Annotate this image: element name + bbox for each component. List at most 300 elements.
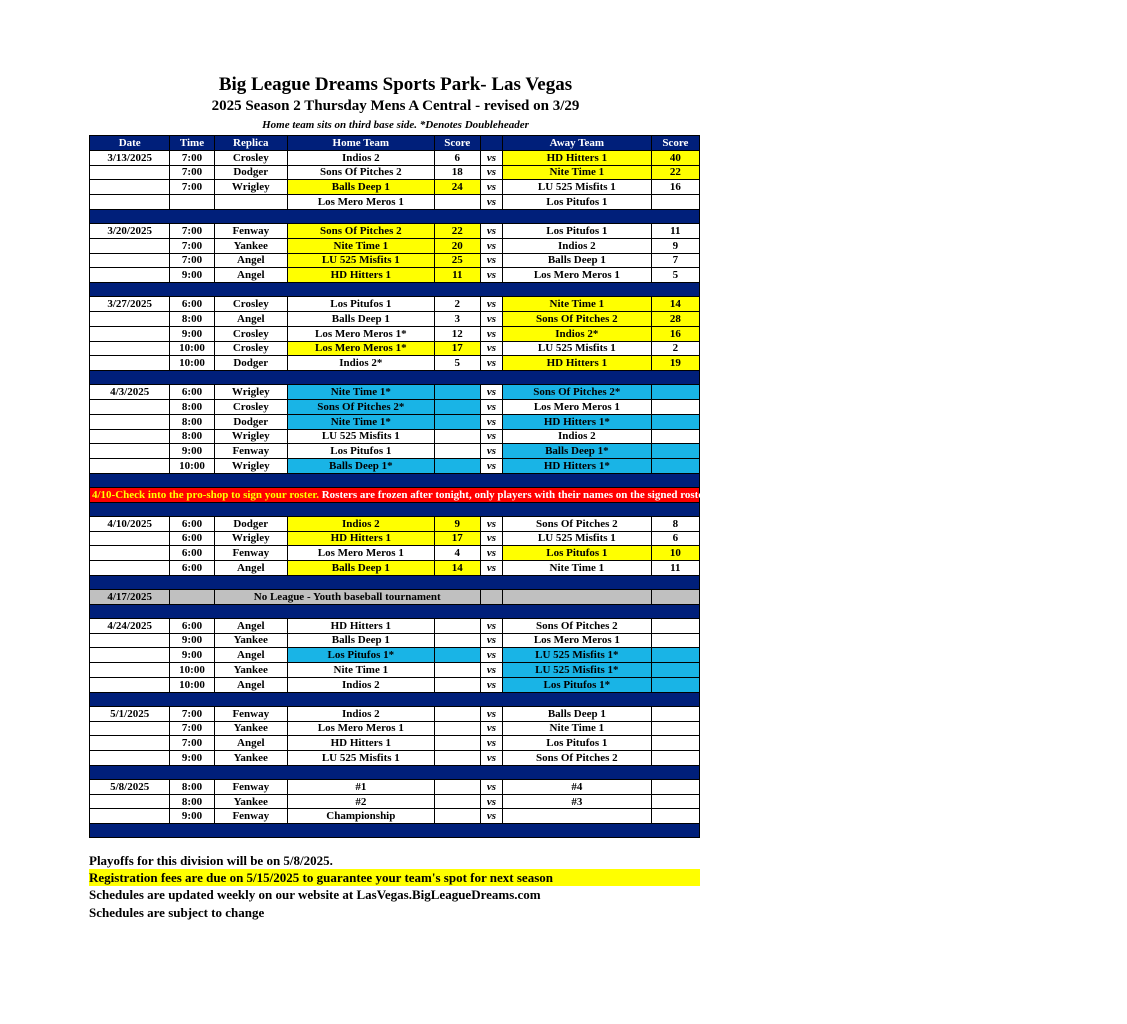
week-separator — [90, 283, 700, 297]
website-note: Schedules are updated weekly on our website at LasVegas.BigLeagueDreams.com — [89, 887, 541, 902]
home-team: #1 — [287, 779, 434, 794]
home-team: Indios 2 — [287, 677, 434, 692]
home-score: 2 — [434, 297, 480, 312]
game-date — [90, 268, 170, 283]
game-date — [90, 341, 170, 356]
home-score: 22 — [434, 223, 480, 238]
away-score: 11 — [651, 561, 699, 576]
game-time — [170, 589, 214, 604]
week-separator — [90, 765, 700, 779]
away-score: 5 — [651, 268, 699, 283]
away-score — [651, 648, 699, 663]
game-date: 3/27/2025 — [90, 297, 170, 312]
away-score — [651, 429, 699, 444]
away-team: Los Pitufos 1 — [502, 195, 651, 210]
roster-alert-row — [90, 487, 700, 502]
game-date: 3/13/2025 — [90, 150, 170, 165]
game-replica: Angel — [214, 311, 287, 326]
home-score: 12 — [434, 326, 480, 341]
game-time: 9:00 — [170, 326, 214, 341]
vs-cell: vs — [480, 356, 502, 371]
separator-bar — [90, 575, 700, 589]
home-team: Sons Of Pitches 2* — [287, 399, 434, 414]
game-date — [90, 736, 170, 751]
game-date — [90, 546, 170, 561]
home-team: Los Mero Meros 1* — [287, 326, 434, 341]
table-row — [90, 180, 700, 195]
away-team — [502, 589, 651, 604]
home-team: HD Hitters 1 — [287, 531, 434, 546]
home-score — [434, 706, 480, 721]
game-date — [90, 751, 170, 766]
game-replica: Yankee — [214, 238, 287, 253]
away-team: HD Hitters 1* — [502, 459, 651, 474]
table-row — [90, 779, 700, 794]
table-row — [90, 414, 700, 429]
table-row — [90, 429, 700, 444]
home-score: 5 — [434, 356, 480, 371]
home-score: 25 — [434, 253, 480, 268]
separator-bar — [90, 824, 700, 838]
home-score — [434, 195, 480, 210]
home-team: Balls Deep 1 — [287, 561, 434, 576]
game-date — [90, 721, 170, 736]
table-row — [90, 297, 700, 312]
game-date — [90, 794, 170, 809]
home-team: Los Mero Meros 1 — [287, 195, 434, 210]
vs-cell: vs — [480, 633, 502, 648]
home-team: Los Pitufos 1 — [287, 297, 434, 312]
week-separator — [90, 604, 700, 618]
vs-cell: vs — [480, 268, 502, 283]
away-score: 19 — [651, 356, 699, 371]
game-time: 6:00 — [170, 297, 214, 312]
home-team: #2 — [287, 794, 434, 809]
game-replica: Fenway — [214, 809, 287, 824]
away-score: 8 — [651, 516, 699, 531]
away-team: Indios 2 — [502, 429, 651, 444]
table-row — [90, 444, 700, 459]
game-time: 7:00 — [170, 721, 214, 736]
game-time: 8:00 — [170, 414, 214, 429]
separator-bar — [90, 283, 700, 297]
away-score: 16 — [651, 180, 699, 195]
vs-cell: vs — [480, 751, 502, 766]
game-replica: Angel — [214, 618, 287, 633]
vs-cell: vs — [480, 414, 502, 429]
table-row — [90, 341, 700, 356]
home-team: LU 525 Misfits 1 — [287, 751, 434, 766]
game-time — [170, 195, 214, 210]
vs-cell: vs — [480, 429, 502, 444]
table-row — [90, 794, 700, 809]
away-score — [651, 706, 699, 721]
away-score — [651, 444, 699, 459]
separator-bar — [90, 502, 700, 516]
away-team: LU 525 Misfits 1 — [502, 180, 651, 195]
separator-bar — [90, 692, 700, 706]
game-date — [90, 356, 170, 371]
game-date: 4/24/2025 — [90, 618, 170, 633]
alert-highlight: Check into the pro-shop to sign your roster. — [115, 488, 319, 501]
away-team: Los Pitufos 1 — [502, 223, 651, 238]
away-score — [651, 663, 699, 678]
separator-bar — [90, 473, 700, 487]
home-score — [434, 751, 480, 766]
away-team: Nite Time 1 — [502, 297, 651, 312]
game-replica: Dodger — [214, 165, 287, 180]
vs-cell: vs — [480, 648, 502, 663]
home-score — [434, 618, 480, 633]
game-replica: Yankee — [214, 751, 287, 766]
game-time: 8:00 — [170, 429, 214, 444]
game-time: 7:00 — [170, 253, 214, 268]
separator-bar — [90, 765, 700, 779]
game-time: 9:00 — [170, 648, 214, 663]
away-team: Los Pitufos 1 — [502, 546, 651, 561]
vs-cell: vs — [480, 238, 502, 253]
header-vs — [480, 136, 502, 151]
away-score — [651, 736, 699, 751]
header-away-team: Away Team — [502, 136, 651, 151]
vs-cell: vs — [480, 180, 502, 195]
vs-cell: vs — [480, 297, 502, 312]
table-row — [90, 648, 700, 663]
table-row — [90, 165, 700, 180]
home-score — [434, 633, 480, 648]
away-team: LU 525 Misfits 1 — [502, 341, 651, 356]
game-time: 10:00 — [170, 356, 214, 371]
vs-cell: vs — [480, 546, 502, 561]
home-team: Balls Deep 1 — [287, 180, 434, 195]
separator-bar — [90, 604, 700, 618]
home-team: Nite Time 1* — [287, 385, 434, 400]
game-replica: Yankee — [214, 633, 287, 648]
home-score — [434, 399, 480, 414]
table-row — [90, 459, 700, 474]
vs-cell: vs — [480, 779, 502, 794]
game-replica: Angel — [214, 268, 287, 283]
game-time: 6:00 — [170, 561, 214, 576]
away-team: Balls Deep 1* — [502, 444, 651, 459]
table-row — [90, 546, 700, 561]
away-score — [651, 195, 699, 210]
no-league-row — [90, 589, 700, 604]
away-team: Los Mero Meros 1 — [502, 399, 651, 414]
vs-cell — [480, 589, 502, 604]
game-time: 10:00 — [170, 341, 214, 356]
game-replica: Wrigley — [214, 531, 287, 546]
vs-cell: vs — [480, 195, 502, 210]
home-team: LU 525 Misfits 1 — [287, 253, 434, 268]
away-team: Nite Time 1 — [502, 561, 651, 576]
table-row — [90, 736, 700, 751]
vs-cell: vs — [480, 223, 502, 238]
game-replica: Crosley — [214, 341, 287, 356]
away-team: #4 — [502, 779, 651, 794]
home-team: HD Hitters 1 — [287, 268, 434, 283]
game-replica: Fenway — [214, 546, 287, 561]
home-score: 20 — [434, 238, 480, 253]
game-time: 9:00 — [170, 809, 214, 824]
away-team: Sons Of Pitches 2 — [502, 516, 651, 531]
home-score: 24 — [434, 180, 480, 195]
game-time: 6:00 — [170, 531, 214, 546]
game-time: 8:00 — [170, 399, 214, 414]
table-row — [90, 195, 700, 210]
away-score: 22 — [651, 165, 699, 180]
home-score — [434, 809, 480, 824]
away-score — [651, 721, 699, 736]
away-score: 16 — [651, 326, 699, 341]
game-replica: Yankee — [214, 721, 287, 736]
game-date: 4/10/2025 — [90, 516, 170, 531]
home-team: Balls Deep 1 — [287, 633, 434, 648]
table-row — [90, 618, 700, 633]
game-time: 6:00 — [170, 546, 214, 561]
home-team: HD Hitters 1 — [287, 736, 434, 751]
home-score: 4 — [434, 546, 480, 561]
game-date — [90, 399, 170, 414]
away-team: HD Hitters 1 — [502, 356, 651, 371]
game-date: 4/3/2025 — [90, 385, 170, 400]
game-replica: Crosley — [214, 399, 287, 414]
game-date — [90, 429, 170, 444]
game-replica: Dodger — [214, 516, 287, 531]
week-separator — [90, 824, 700, 838]
game-date — [90, 809, 170, 824]
home-team: Nite Time 1 — [287, 663, 434, 678]
table-row — [90, 399, 700, 414]
game-replica: Wrigley — [214, 459, 287, 474]
game-replica: Crosley — [214, 297, 287, 312]
game-replica: Angel — [214, 648, 287, 663]
game-replica: Fenway — [214, 706, 287, 721]
home-score — [434, 459, 480, 474]
away-team: Nite Time 1 — [502, 721, 651, 736]
away-score: 7 — [651, 253, 699, 268]
header-time: Time — [170, 136, 214, 151]
home-score — [434, 648, 480, 663]
away-team: LU 525 Misfits 1* — [502, 663, 651, 678]
away-team: Sons Of Pitches 2* — [502, 385, 651, 400]
vs-cell: vs — [480, 253, 502, 268]
page-subtitle: 2025 Season 2 Thursday Mens A Central - revised on 3/29 — [211, 98, 580, 114]
away-team: Los Pitufos 1 — [502, 736, 651, 751]
home-team-note: Home team sits on third base side. *Denotes Doubleheader — [262, 119, 529, 131]
home-team: Nite Time 1* — [287, 414, 434, 429]
game-replica: Yankee — [214, 794, 287, 809]
table-row — [90, 253, 700, 268]
home-score: 9 — [434, 516, 480, 531]
game-time: 7:00 — [170, 150, 214, 165]
game-time: 7:00 — [170, 238, 214, 253]
home-score: 17 — [434, 531, 480, 546]
home-team: Indios 2* — [287, 356, 434, 371]
away-score — [651, 633, 699, 648]
game-date — [90, 444, 170, 459]
game-time: 9:00 — [170, 751, 214, 766]
game-time: 10:00 — [170, 663, 214, 678]
home-team: Sons Of Pitches 2 — [287, 165, 434, 180]
game-time: 6:00 — [170, 618, 214, 633]
game-time: 6:00 — [170, 385, 214, 400]
away-score — [651, 414, 699, 429]
game-time: 7:00 — [170, 706, 214, 721]
away-score: 9 — [651, 238, 699, 253]
away-team: Indios 2* — [502, 326, 651, 341]
home-team: Los Mero Meros 1 — [287, 546, 434, 561]
registration-note: Registration fees are due on 5/15/2025 to guarantee your team's spot for next season — [89, 869, 700, 886]
week-separator — [90, 692, 700, 706]
game-replica: Angel — [214, 253, 287, 268]
away-score: 14 — [651, 297, 699, 312]
game-time: 7:00 — [170, 165, 214, 180]
game-replica: Wrigley — [214, 180, 287, 195]
vs-cell: vs — [480, 516, 502, 531]
game-replica: Fenway — [214, 779, 287, 794]
game-date — [90, 253, 170, 268]
away-score: 11 — [651, 223, 699, 238]
vs-cell: vs — [480, 311, 502, 326]
table-row — [90, 531, 700, 546]
table-row — [90, 238, 700, 253]
away-team: Balls Deep 1 — [502, 253, 651, 268]
home-score — [434, 429, 480, 444]
vs-cell: vs — [480, 663, 502, 678]
home-team: Balls Deep 1 — [287, 311, 434, 326]
away-score — [651, 618, 699, 633]
away-score — [651, 794, 699, 809]
home-score: 3 — [434, 311, 480, 326]
game-time: 10:00 — [170, 459, 214, 474]
away-score — [651, 677, 699, 692]
vs-cell: vs — [480, 444, 502, 459]
game-date — [90, 663, 170, 678]
game-time: 6:00 — [170, 516, 214, 531]
table-row — [90, 223, 700, 238]
vs-cell: vs — [480, 399, 502, 414]
home-team: Sons Of Pitches 2 — [287, 223, 434, 238]
home-team: Balls Deep 1* — [287, 459, 434, 474]
game-replica: Dodger — [214, 414, 287, 429]
away-score — [651, 809, 699, 824]
playoffs-note: Playoffs for this division will be on 5/8/2025. — [89, 853, 333, 868]
game-replica: Fenway — [214, 223, 287, 238]
away-team: HD Hitters 1* — [502, 414, 651, 429]
vs-cell: vs — [480, 794, 502, 809]
game-time: 8:00 — [170, 794, 214, 809]
home-team: Indios 2 — [287, 516, 434, 531]
game-time: 10:00 — [170, 677, 214, 692]
game-time: 8:00 — [170, 779, 214, 794]
game-replica: Angel — [214, 561, 287, 576]
home-team: Los Mero Meros 1* — [287, 341, 434, 356]
away-team: HD Hitters 1 — [502, 150, 651, 165]
table-row — [90, 751, 700, 766]
table-row — [90, 385, 700, 400]
game-time: 9:00 — [170, 444, 214, 459]
away-team: #3 — [502, 794, 651, 809]
away-team: Sons Of Pitches 2 — [502, 618, 651, 633]
game-date — [90, 531, 170, 546]
away-score — [651, 751, 699, 766]
header-date: Date — [90, 136, 170, 151]
game-replica: Yankee — [214, 663, 287, 678]
away-team — [502, 809, 651, 824]
vs-cell: vs — [480, 736, 502, 751]
table-row — [90, 268, 700, 283]
game-replica: Dodger — [214, 356, 287, 371]
home-score — [434, 414, 480, 429]
away-score — [651, 459, 699, 474]
vs-cell: vs — [480, 150, 502, 165]
vs-cell: vs — [480, 165, 502, 180]
roster-alert — [90, 487, 1127, 502]
alert-text: Rosters are frozen after tonight, only players with their names on the signed roster are eligible for playoffs. Please check carefully as changes will not be made for omissions. — [318, 488, 1127, 501]
away-team: Sons Of Pitches 2 — [502, 751, 651, 766]
away-team: Los Pitufos 1* — [502, 677, 651, 692]
table-row — [90, 633, 700, 648]
game-replica: Wrigley — [214, 429, 287, 444]
vs-cell: vs — [480, 459, 502, 474]
game-date — [90, 311, 170, 326]
home-team: Indios 2 — [287, 150, 434, 165]
away-team: Nite Time 1 — [502, 165, 651, 180]
home-score — [434, 721, 480, 736]
table-row — [90, 721, 700, 736]
week-separator — [90, 473, 700, 487]
game-date — [90, 195, 170, 210]
vs-cell: vs — [480, 561, 502, 576]
home-score — [434, 663, 480, 678]
game-time: 7:00 — [170, 736, 214, 751]
week-separator — [90, 209, 700, 223]
no-league-text: No League - Youth baseball tournament — [214, 589, 480, 604]
game-date — [90, 238, 170, 253]
game-replica: Crosley — [214, 326, 287, 341]
away-team: Balls Deep 1 — [502, 706, 651, 721]
home-score — [434, 779, 480, 794]
table-row — [90, 561, 700, 576]
change-note: Schedules are subject to change — [89, 905, 265, 920]
away-score — [651, 589, 699, 604]
away-score: 2 — [651, 341, 699, 356]
header-replica: Replica — [214, 136, 287, 151]
game-time: 9:00 — [170, 268, 214, 283]
week-separator — [90, 502, 700, 516]
game-time: 8:00 — [170, 311, 214, 326]
table-header-row — [90, 136, 700, 151]
game-time: 7:00 — [170, 180, 214, 195]
game-date — [90, 414, 170, 429]
header-home-score: Score — [434, 136, 480, 151]
separator-bar — [90, 371, 700, 385]
vs-cell: vs — [480, 706, 502, 721]
away-score: 28 — [651, 311, 699, 326]
home-score: 14 — [434, 561, 480, 576]
vs-cell: vs — [480, 809, 502, 824]
home-score — [434, 736, 480, 751]
home-team: Nite Time 1 — [287, 238, 434, 253]
home-score — [434, 444, 480, 459]
game-time: 9:00 — [170, 633, 214, 648]
page-title: Big League Dreams Sports Park- Las Vegas — [218, 74, 573, 95]
home-score — [434, 794, 480, 809]
header-home-team: Home Team — [287, 136, 434, 151]
home-score: 11 — [434, 268, 480, 283]
game-replica — [214, 195, 287, 210]
